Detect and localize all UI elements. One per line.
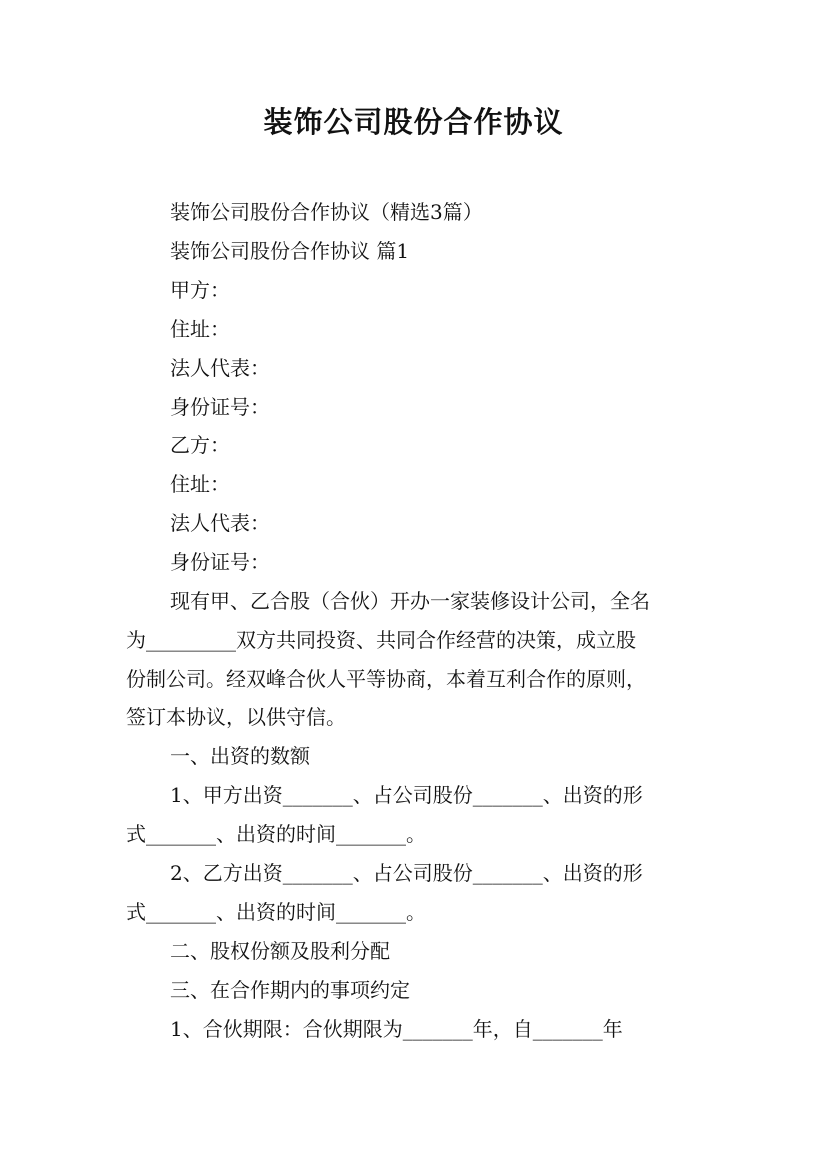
party-a-label: 甲方：: [170, 278, 230, 302]
clause-heading: 二、股权份额及股利分配: [170, 939, 390, 963]
paragraph-line: 现有甲、乙合股（合伙）开办一家装修设计公司，全名: [170, 589, 650, 613]
address-label: 住址：: [170, 472, 230, 496]
paragraph-line: 份制公司。经双峰合伙人平等协商，本着互利合作的原则，: [126, 667, 646, 691]
paragraph-line: 签订本协议，以供守信。: [126, 705, 346, 729]
paragraph-line: 为_________双方共同投资、共同合作经营的决策，成立股: [126, 628, 636, 652]
clause-line: 1、合伙期限：合伙期限为_______年，自_______年: [170, 1017, 623, 1041]
legal-rep-label: 法人代表：: [170, 511, 270, 535]
id-number-label: 身份证号：: [170, 550, 270, 574]
clause-heading: 三、在合作期内的事项约定: [170, 978, 410, 1002]
legal-rep-label: 法人代表：: [170, 356, 270, 380]
id-number-label: 身份证号：: [170, 395, 270, 419]
clause-line: 1、甲方出资_______、占公司股份_______、出资的形: [170, 783, 643, 807]
party-b-label: 乙方：: [170, 433, 230, 457]
clause-heading: 一、出资的数额: [170, 744, 310, 768]
section-heading: 装饰公司股份合作协议 篇1: [170, 239, 410, 263]
clause-line: 2、乙方出资_______、占公司股份_______、出资的形: [170, 861, 643, 885]
document-title: 装饰公司股份合作协议: [263, 105, 564, 139]
subtitle-line: 装饰公司股份合作协议（精选3篇）: [170, 200, 483, 224]
clause-line: 式_______、出资的时间_______。: [126, 822, 426, 846]
address-label: 住址：: [170, 317, 230, 341]
clause-line: 式_______、出资的时间_______。: [126, 900, 426, 924]
